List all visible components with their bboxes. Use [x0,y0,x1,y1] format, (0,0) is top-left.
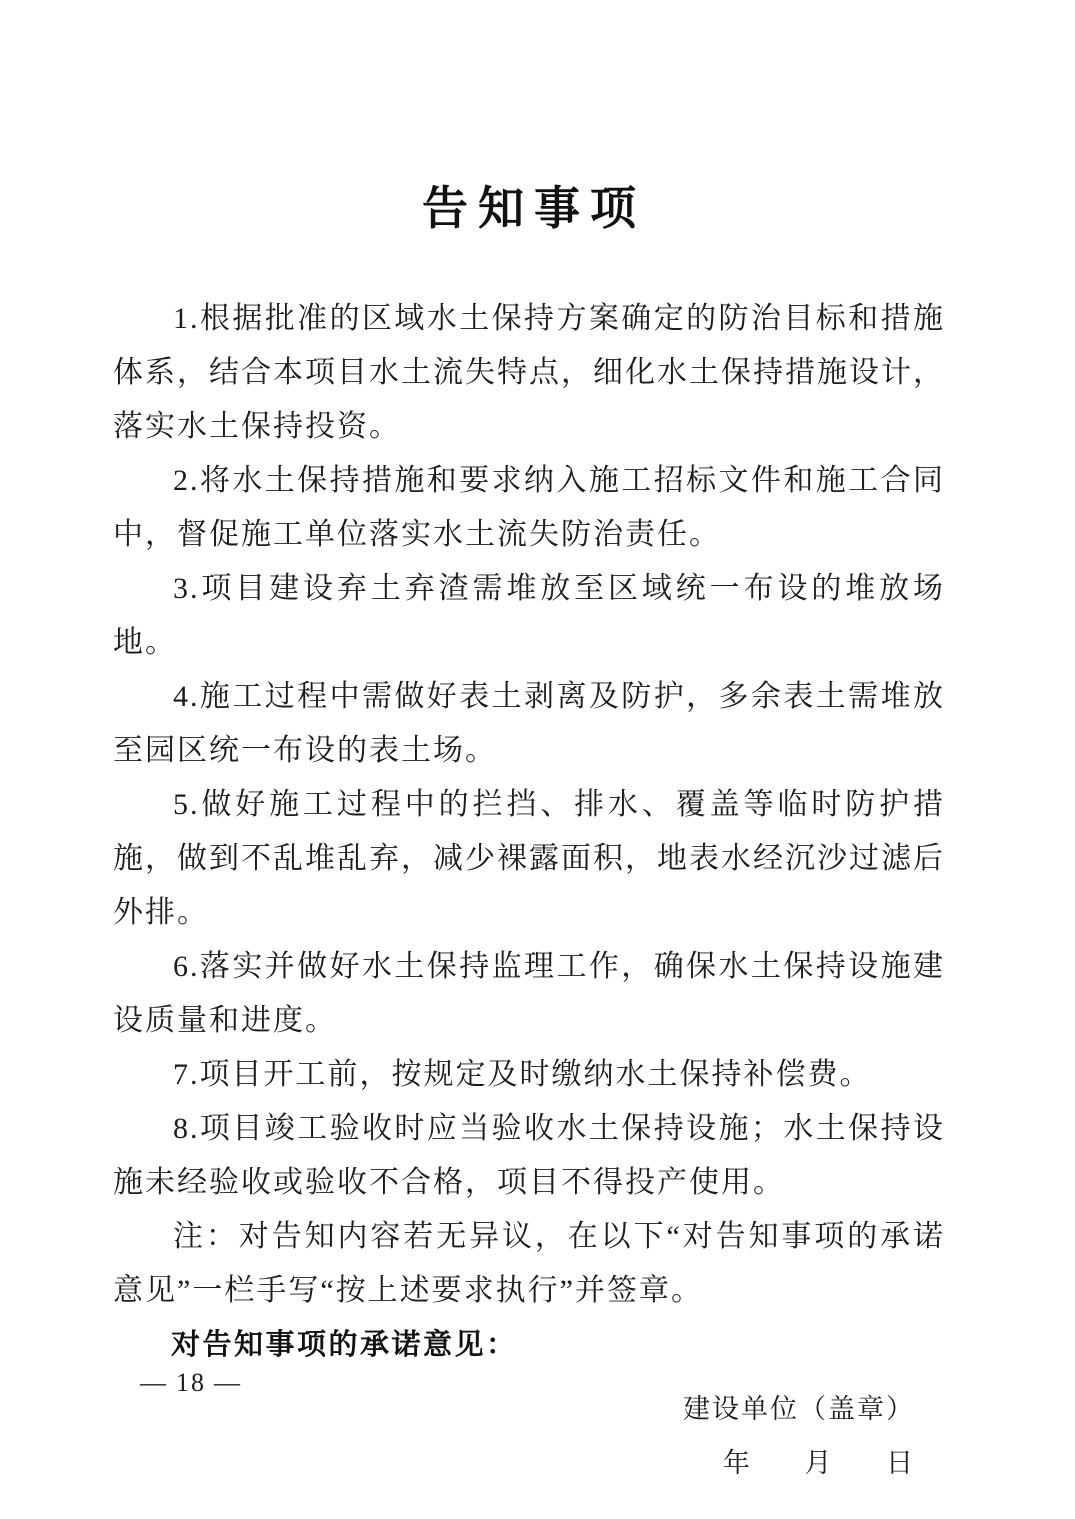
notice-item-2: 2.将水土保持措施和要求纳入施工招标文件和施工合同中，督促施工单位落实水土流失防治责任。 [113,464,945,551]
page-footer [132,1368,250,1398]
notice-item-3: 3.项目建设弃土弃渣需堆放至区域统一布设的堆放场地。 [113,572,945,659]
notice-item-7: 7.项目开工前，按规定及时缴纳水土保持补偿费。 [173,1058,872,1091]
construction-unit-seal-line: 建设单位（盖章） [683,1394,915,1424]
commitment-opinion-label: 对告知事项的承诺意见： [171,1329,518,1361]
notice-item-5: 5.做好施工过程中的拦挡、排水、覆盖等临时防护措施，做到不乱堆乱弃，减少裸露面积，地表水经沉沙过滤后外排。 [113,788,945,929]
footer-left-dash: — [140,1368,168,1397]
year-month-day-line: 年 月 日 [723,1448,915,1478]
notice-item-1: 1.根据批准的区域水土保持方案确定的防治目标和措施体系，结合本项目水土流失特点，细化水土保持措施设计，落实水土保持投资。 [113,302,945,443]
signature-block [113,1382,945,1490]
notice-body [113,292,945,1372]
footer-right-dash: — [214,1368,242,1397]
notice-item-6: 6.落实并做好水土保持监理工作，确保水土保持设施建设质量和进度。 [113,950,945,1037]
page-title: 告知事项 [422,183,646,234]
notice-item-4: 4.施工过程中需做好表土剥离及防护，多余表土需堆放至园区统一布设的表土场。 [113,680,945,767]
page-number: 18 [176,1368,206,1397]
notice-item-8: 8.项目竣工验收时应当验收水土保持设施；水土保持设施未经验收或验收不合格，项目不得投产使用。 [113,1112,945,1199]
note-paragraph: 注：对告知内容若无异议，在以下“对告知事项的承诺意见”一栏手写“按上述要求执行”并签章。 [113,1220,945,1307]
